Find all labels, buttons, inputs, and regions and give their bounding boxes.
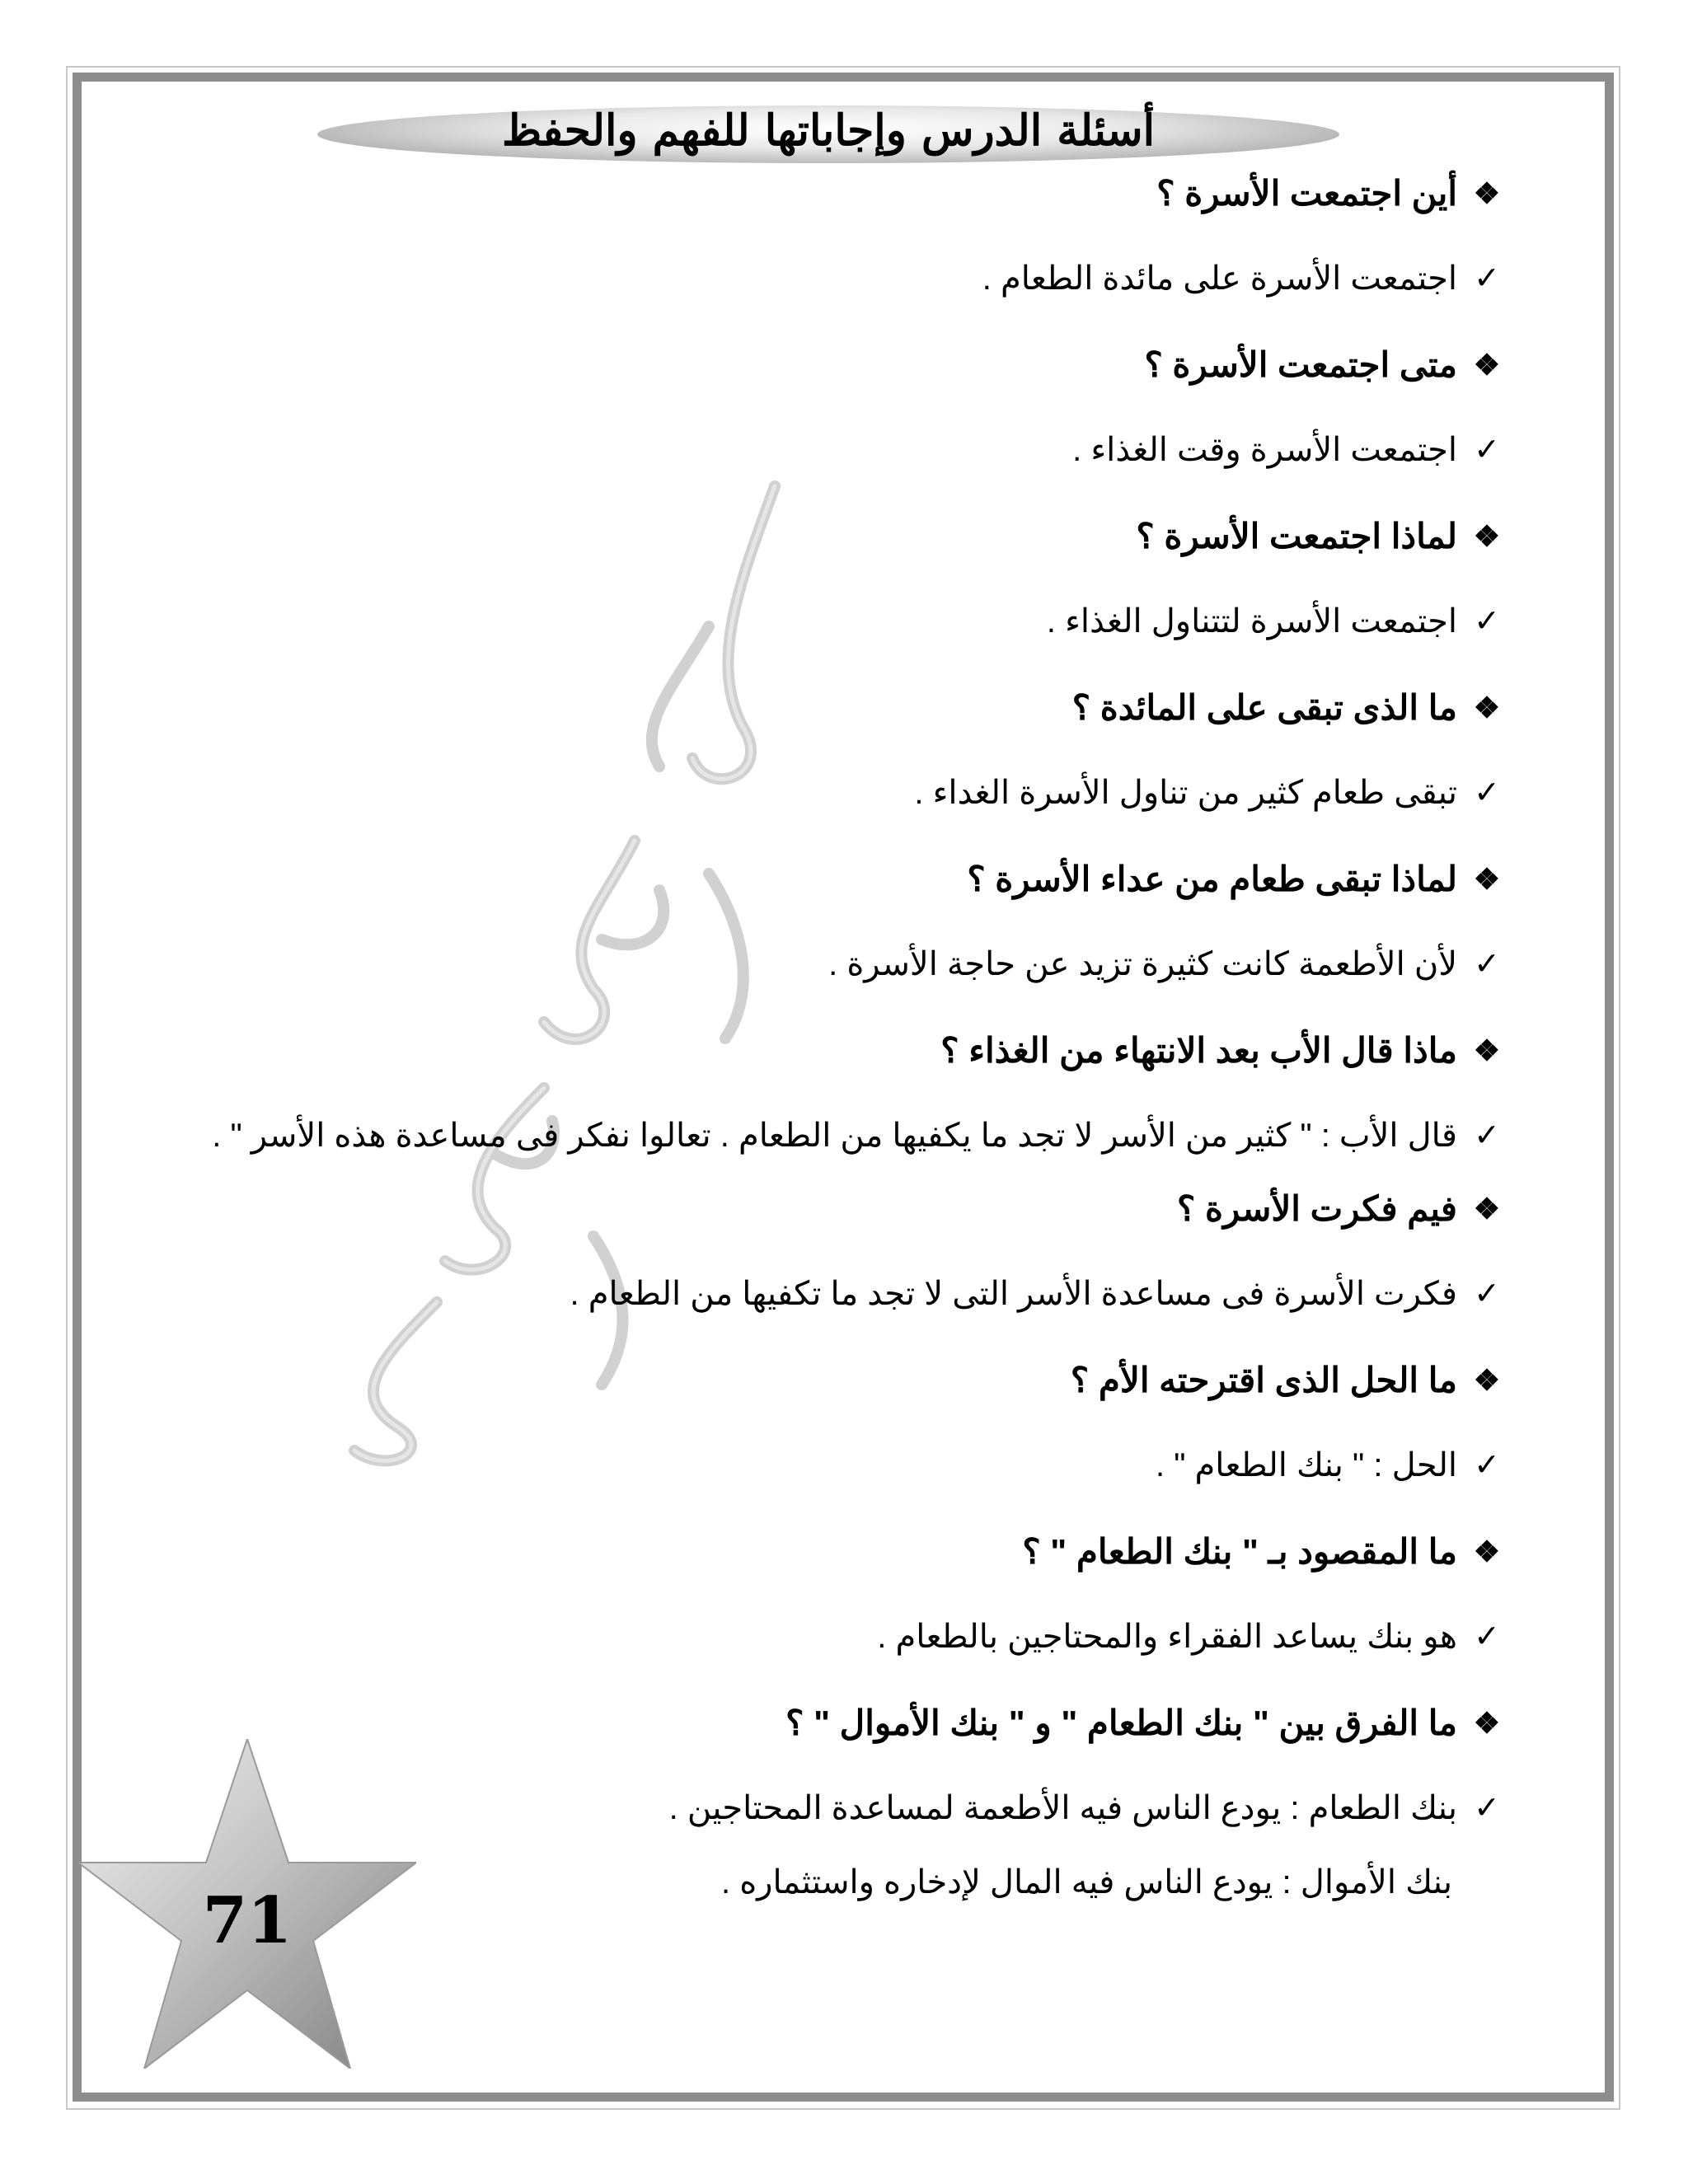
answer-item xyxy=(148,255,1500,302)
question-item xyxy=(148,683,1500,733)
question-text: ماذا قال الأب بعد الانتهاء من الغذاء ؟ xyxy=(940,1031,1457,1070)
answer-text: هو بنك يساعد الفقراء والمحتاجين بالطعام . xyxy=(877,1619,1457,1655)
question-item xyxy=(148,1527,1500,1577)
diamond-bullet-icon: ❖ xyxy=(1473,1706,1500,1740)
question-text: ما المقصود بـ " بنك الطعام " ؟ xyxy=(1022,1532,1457,1571)
question-text: لماذا اجتمعت الأسرة ؟ xyxy=(1136,517,1457,555)
page-title: أسئلة الدرس وإجاباتها للفهم والحفظ xyxy=(501,105,1156,156)
check-icon: ✓ xyxy=(1474,1791,1500,1825)
question-text: فيم فكرت الأسرة ؟ xyxy=(1177,1189,1457,1228)
diamond-bullet-icon: ❖ xyxy=(1473,1535,1500,1568)
answer-item xyxy=(148,1441,1500,1489)
answer-text: اجتمعت الأسرة وقت الغذاء . xyxy=(1072,432,1457,468)
question-item xyxy=(148,1184,1500,1234)
question-item xyxy=(148,1356,1500,1405)
diamond-bullet-icon: ❖ xyxy=(1473,691,1500,724)
answer-text: اجتمعت الأسرة لتتناول الغذاء . xyxy=(1046,603,1457,640)
question-item xyxy=(148,340,1500,390)
diamond-bullet-icon: ❖ xyxy=(1473,176,1500,210)
diamond-bullet-icon: ❖ xyxy=(1473,1033,1500,1067)
questions-list xyxy=(148,169,1500,1944)
question-text: ما الذى تبقى على المائدة ؟ xyxy=(1071,688,1457,727)
check-icon: ✓ xyxy=(1474,776,1500,810)
page-number: 71 xyxy=(202,1883,293,1958)
answer-item xyxy=(148,426,1500,474)
answer-text: فكرت الأسرة فى مساعدة الأسر التى لا تجد ما تكفيها من الطعام . xyxy=(570,1276,1457,1312)
answer-text: الحل : " بنك الطعام " . xyxy=(1156,1447,1457,1483)
answer-item xyxy=(148,598,1500,645)
answer-text: تبقى طعام كثير من تناول الأسرة الغداء . xyxy=(914,775,1457,811)
question-text: ما الفرق بين " بنك الطعام " و " بنك الأموال " ؟ xyxy=(785,1704,1457,1742)
question-item xyxy=(148,169,1500,218)
diamond-bullet-icon: ❖ xyxy=(1473,1363,1500,1397)
answer-text: بنك الأموال : يودع الناس فيه المال لإدخاره واستثماره . xyxy=(720,1864,1452,1900)
answer-text: بنك الطعام : يودع الناس فيه الأطعمة لمساعدة المحتاجين . xyxy=(668,1790,1457,1826)
question-text: متى اجتمعت الأسرة ؟ xyxy=(1144,345,1457,384)
check-icon: ✓ xyxy=(1474,1118,1500,1153)
check-icon: ✓ xyxy=(1474,947,1500,982)
answer-item xyxy=(148,1270,1500,1318)
question-text: ما الحل الذى اقترحته الأم ؟ xyxy=(1070,1361,1457,1399)
question-item xyxy=(148,1026,1500,1076)
question-text: أين اجتمعت الأسرة ؟ xyxy=(1156,174,1457,213)
answer-text: قال الأب : " كثير من الأسر لا تجد ما يكفيها من الطعام . تعالوا نفكر فى مساعدة هذه الأسر " . xyxy=(212,1118,1457,1154)
check-icon: ✓ xyxy=(1474,604,1500,639)
question-item xyxy=(148,512,1500,561)
check-icon: ✓ xyxy=(1474,261,1500,296)
answer-item xyxy=(148,1112,1500,1160)
diamond-bullet-icon: ❖ xyxy=(1473,862,1500,896)
check-icon: ✓ xyxy=(1474,1619,1500,1654)
answer-text: اجتمعت الأسرة على مائدة الطعام . xyxy=(982,260,1457,297)
check-icon: ✓ xyxy=(1474,1277,1500,1311)
diamond-bullet-icon: ❖ xyxy=(1473,1192,1500,1226)
check-icon: ✓ xyxy=(1474,1448,1500,1483)
answer-item xyxy=(148,1613,1500,1661)
question-text: لماذا تبقى طعام من عداء الأسرة ؟ xyxy=(967,860,1457,898)
answer-text: لأن الأطعمة كانت كثيرة تزيد عن حاجة الأسرة . xyxy=(828,946,1457,982)
answer-item xyxy=(148,940,1500,988)
diamond-bullet-icon: ❖ xyxy=(1473,348,1500,382)
question-item xyxy=(148,855,1500,904)
answer-item xyxy=(148,769,1500,817)
diamond-bullet-icon: ❖ xyxy=(1473,519,1500,553)
check-icon: ✓ xyxy=(1474,433,1500,467)
